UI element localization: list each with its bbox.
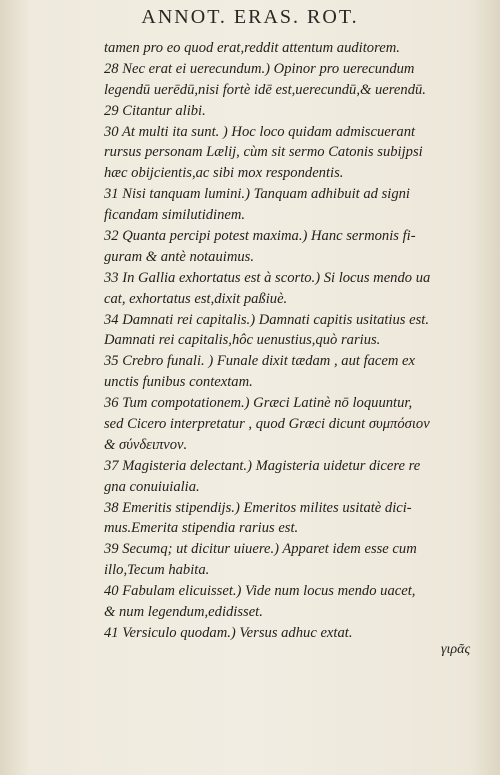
text-line: 38 Emeritis stipendijs.) Emeritos milites usitatè dici- <box>104 499 412 516</box>
text-line: 41 Versiculo quodam.) Versus adhuc extat. <box>104 624 353 641</box>
text-line: 29 Citantur alibi. <box>104 102 206 119</box>
text-line: 36 Tum compotationem.) Græci Latinè nō loquuntur, <box>104 395 413 412</box>
text-line: tamen pro eo quod erat,reddit attentum auditorem. <box>104 40 400 56</box>
text-line: unctis funibus contextam. <box>104 374 253 391</box>
text-line: cat, exhortatus est,dixit paßiuè. <box>104 290 288 307</box>
text-line: mus.Emerita stipendia rarius est. <box>104 520 299 537</box>
text-line: 40 Fabulam elicuisset.) Vide num locus mendo uacet, <box>104 583 416 600</box>
text-line: 32 Quanta percipi potest maxima.) Hanc sermonis fi- <box>104 228 416 245</box>
text-line: 34 Damnati rei capitalis.) Damnati capitis usitatius est. <box>104 311 429 328</box>
text-line: 35 Crebro funali. ) Funale dixit tædam , aut facem ex <box>104 353 416 370</box>
text-line: 28 Nec erat ei uerecundum.) Opinor pro uerecundum <box>104 60 415 77</box>
running-title: ANNOT. ERAS. ROT. <box>141 6 359 28</box>
text-line: 39 Secumq; ut dicitur uiuere.) Apparet idem esse cum <box>104 541 417 558</box>
text-line: 31 Nisi tanquam lumini.) Tanquam adhibuit ad signi <box>104 186 410 203</box>
text-line: legendū uerēdū,nisi fortè idē est,uerecundū,& uerendū. <box>104 81 426 98</box>
text-line: sed Cicero interpretatur , quod Græci dicunt συμπόσιον <box>104 416 430 433</box>
text-line: 30 At multi ita sunt. ) Hoc loco quidam admiscuerant <box>104 123 416 140</box>
catchword: γιρᾶς <box>441 642 471 657</box>
text-line: Damnati rei capitalis,hôc uenustius,quò rarius. <box>104 332 381 349</box>
text-line: rursus personam Lælij, cùm sit sermo Catonis subijpsi <box>104 144 423 161</box>
text-line: ficandam similutidinem. <box>104 207 246 224</box>
text-line: & σύνδειπνον. <box>104 436 188 453</box>
text-line: 37 Magisteria delectant.) Magisteria uidetur dicere re <box>104 457 421 474</box>
text-line: gna conuiuialia. <box>104 478 200 495</box>
text-line: & num legendum,edidisset. <box>104 604 263 621</box>
text-line: hæc obijcientis,ac sibi mox respondentis. <box>104 165 344 182</box>
text-line: 33 In Gallia exhortatus est à scorto.) Si locus mendo ua <box>104 269 431 286</box>
text-line: illo,Tecum habita. <box>104 562 210 579</box>
annotation-text <box>104 38 476 644</box>
text-line: guram & antè notauimus. <box>104 248 254 265</box>
